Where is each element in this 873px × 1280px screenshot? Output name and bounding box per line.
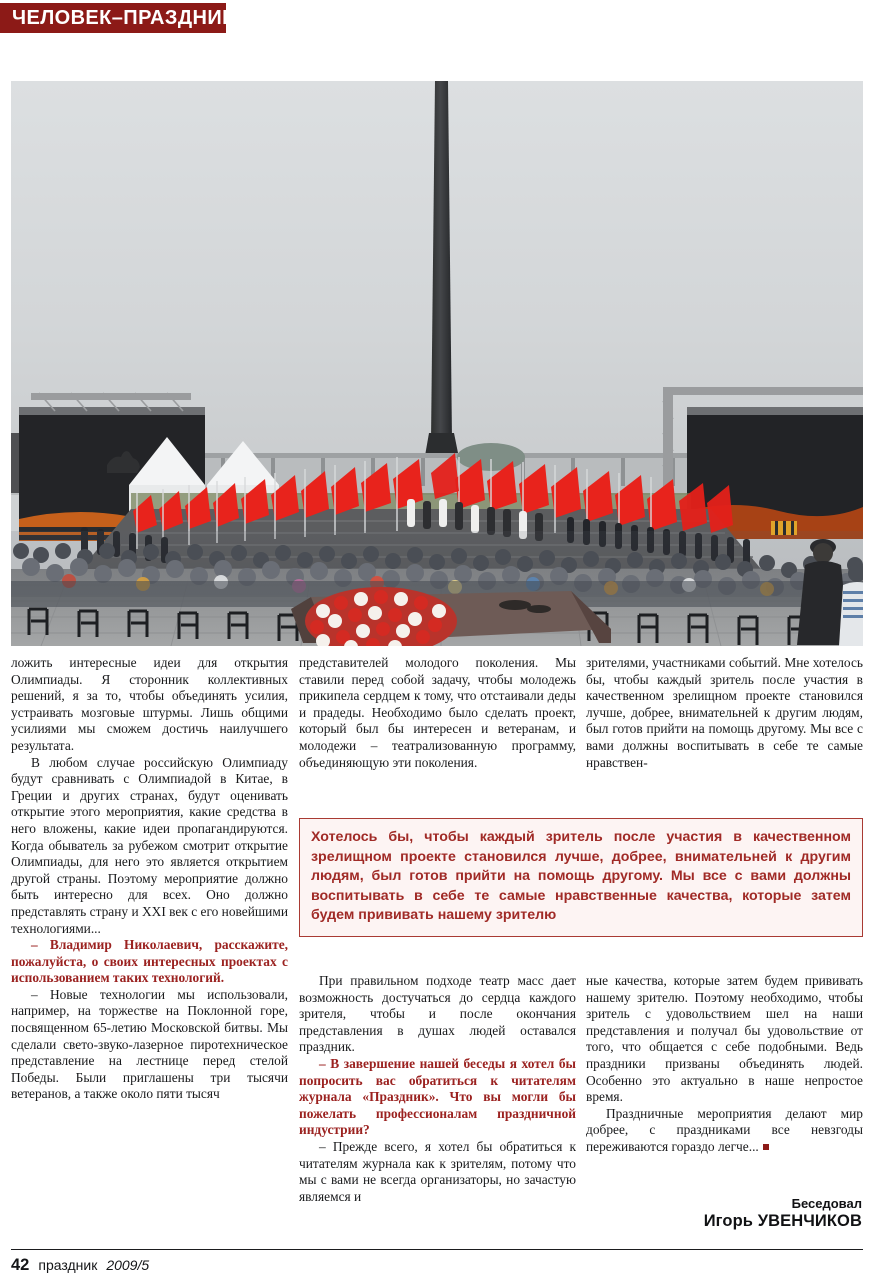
interview-question: – Владимир Николаевич, расскажите, пожалуйста, о своих интересных проектах с использованием таких технологий. bbox=[11, 937, 288, 986]
end-mark-icon bbox=[763, 1144, 769, 1150]
page-number: 42 bbox=[11, 1256, 30, 1274]
byline-role: Беседовал bbox=[791, 1196, 862, 1211]
text-column-2-bottom bbox=[299, 973, 576, 1205]
section-header-banner bbox=[0, 3, 235, 33]
issue-number: 2009/5 bbox=[106, 1257, 150, 1273]
footer-divider bbox=[11, 1249, 863, 1250]
page-footer bbox=[11, 1256, 149, 1275]
paragraph: зрителями, участниками событий. Мне хотелось бы, чтобы каждый зритель после участия в качественном зрелищном проекте становился лучше, добрее, внимательней к другим людям, был готов прийти на помощь другому. Мы все с вами должны воспитывать в себе те самые нравствен- bbox=[586, 655, 863, 770]
text-column-1 bbox=[11, 655, 288, 1103]
paragraph: В любом случае российскую Олимпиаду будут сравнивать с Олимпиадой в Китае, в Греции и других странах, будут оценивать открытие этого мероприятия, какие средства в него вложены, какие идеи пропагандируются. Когда обыватель за рубежом смотрит открытие Олимпиады, для него это является открытием другой страны. Поэтому мероприятие должно быть интересно для всех. Оно должно представлять страну и XXI век с его новейшими технологиями... bbox=[11, 754, 288, 936]
byline-author-name: Игорь УВЕНЧИКОВ bbox=[703, 1212, 862, 1230]
photo-illustration bbox=[11, 81, 863, 646]
pull-quote-box bbox=[299, 818, 863, 937]
paragraph: – Новые технологии мы использовали, например, на торжестве на Поклонной горе, посвященном 65-летию Московской битвы. Мы сделали свето-звуко-лазерное пиротехническое представление на лестнице перед стелой Победы. Были приглашены три тысячи ветеранов, а также около пяти тысяч bbox=[11, 986, 288, 1102]
ceremony-photograph bbox=[11, 81, 863, 646]
paragraph: ные качества, которые затем будем прививать нашему зрителю. Поэтому необходимо, чтобы зритель с удовольствием шел на наши представления и получал бы удовольствие от того, что общается с себе подобными. Ведь праздники призваны объединять людей. Особенно это актуально в наше непростое время. bbox=[586, 973, 863, 1105]
text-column-3-top bbox=[586, 655, 863, 771]
magazine-name: праздник bbox=[38, 1257, 98, 1273]
pull-quote-text: Хотелось бы, чтобы каждый зритель после участия в качественном зрелищном проекте становился лучше, добрее, внимательней к другим людям, был готов прийти на помощь другому. Мы все с вами должны воспитывать в себе те самые нравственные качества, которые затем будем прививать нашему зрителю bbox=[311, 829, 851, 924]
paragraph: представителей молодого поколения. Мы ставили перед собой задачу, чтобы молодежь прикипела сердцем к тому, что отстаивали деды и прадеды. Необходимо было сделать проект, который был бы интересен и ветеранам, и молодежи – театрализованную программу, объединяющую эти поколения. bbox=[299, 655, 576, 770]
paragraph: – Прежде всего, я хотел бы обратиться к читателям журнала как к зрителям, потому что мы с вами не всегда организаторы, но зачастую являемся и bbox=[299, 1138, 576, 1204]
section-header-title: ЧЕЛОВЕК–ПРАЗДНИК bbox=[12, 6, 235, 29]
paragraph: ложить интересные идеи для открытия Олимпиады. Я сторонник коллективных решений, я за то, чтобы объединять усилия, устраивать мозговые штурмы. Лишь общими усилиями мы сможем достичь наилучшего результата. bbox=[11, 655, 288, 753]
interview-question: – В завершение нашей беседы я хотел бы попросить вас обратиться к читателям журнала «Праздник». Что вы могли бы пожелать профессионалам праздничной индустрии? bbox=[299, 1055, 576, 1138]
paragraph-text: Праздничные мероприятия делают мир добрее, с праздниками все невзгоды переживаются гораздо легче... bbox=[586, 1105, 863, 1154]
paragraph-final bbox=[586, 1106, 863, 1156]
byline bbox=[585, 1196, 862, 1231]
text-column-2-top bbox=[299, 655, 576, 771]
paragraph: При правильном подходе театр масс дает возможность достучаться до сердца каждого зрителя, чтобы и после окончания представления в душах людей оставался праздник. bbox=[299, 973, 576, 1055]
text-column-3-bottom bbox=[586, 973, 863, 1156]
